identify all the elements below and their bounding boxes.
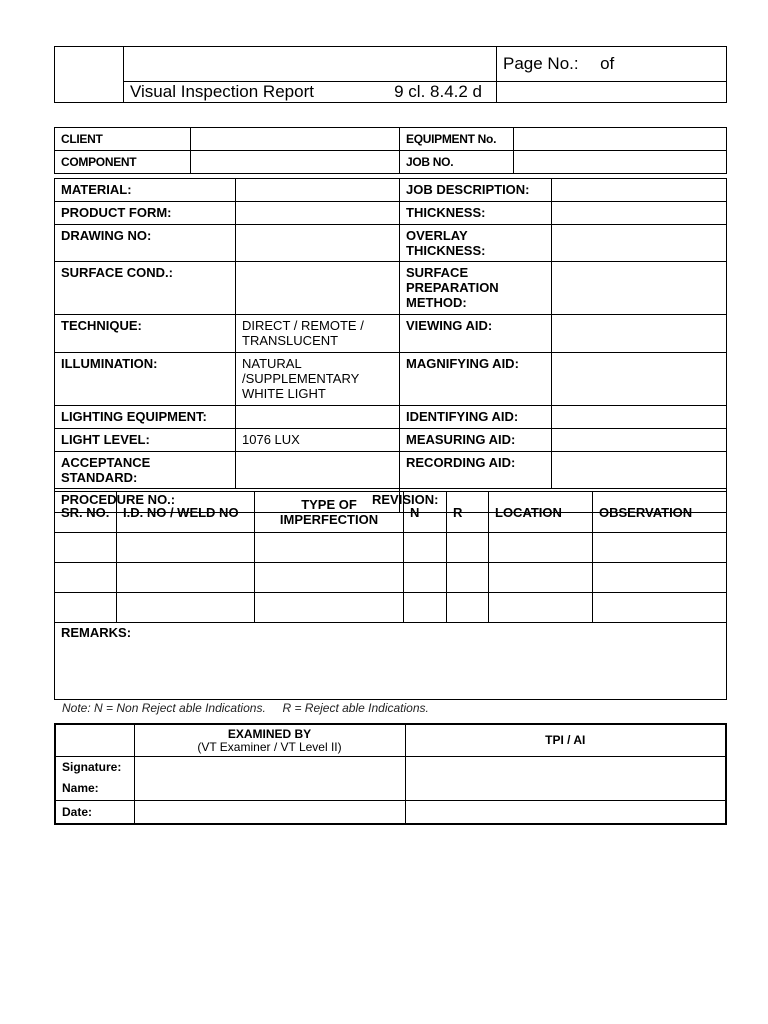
header-blank-cell-2 — [497, 82, 727, 103]
illumination-label: ILLUMINATION: — [55, 353, 236, 406]
equipment-no-field[interactable] — [514, 128, 727, 151]
recording-aid-label: RECORDING AID: — [400, 452, 552, 489]
page-number-cell — [497, 47, 727, 82]
drawing-no-label: DRAWING NO: — [55, 225, 236, 262]
column-header: I.D. NO / WELD NO — [117, 492, 255, 533]
surface-preparation-field[interactable] — [552, 262, 727, 315]
table-cell[interactable] — [447, 533, 489, 563]
viewing-aid-label: VIEWING AID: — [400, 315, 552, 353]
table-cell[interactable] — [255, 563, 404, 593]
surface-cond-field[interactable] — [236, 262, 400, 315]
revision-label: REVISION: — [372, 492, 439, 507]
table-cell[interactable] — [593, 563, 727, 593]
header-blank-cell — [124, 47, 497, 82]
tpi-date-field[interactable] — [405, 800, 726, 824]
name-label: Name: — [62, 780, 99, 795]
remarks-label[interactable]: REMARKS: — [55, 623, 727, 700]
table-cell[interactable] — [489, 593, 593, 623]
product-form-field[interactable] — [236, 202, 400, 225]
column-header: N — [404, 492, 447, 533]
material-label: MATERIAL: — [55, 179, 236, 202]
table-cell[interactable] — [117, 533, 255, 563]
observation-header-row — [55, 492, 727, 533]
table-cell[interactable] — [447, 593, 489, 623]
examiner-date-field[interactable] — [134, 800, 405, 824]
table-cell[interactable] — [489, 563, 593, 593]
column-header: TYPE OF IMPERFECTION — [255, 492, 404, 533]
drawing-no-field[interactable] — [236, 225, 400, 262]
technique-label: TECHNIQUE: — [55, 315, 236, 353]
examined-by-sublabel: (VT Examiner / VT Level II) — [197, 739, 342, 754]
table-cell[interactable] — [55, 533, 117, 563]
table-row — [55, 593, 727, 623]
table-cell[interactable] — [593, 533, 727, 563]
overlay-thickness-label: OVERLAY THICKNESS: — [400, 225, 552, 262]
legend-note: Note: N = Non Reject able Indications. R = Reject able Indications. — [62, 701, 429, 715]
equipment-no-label: EQUIPMENT No. — [400, 128, 514, 151]
table-cell[interactable] — [255, 593, 404, 623]
acceptance-standard-label: ACCEPTANCE STANDARD: — [55, 452, 236, 489]
measuring-aid-field[interactable] — [552, 429, 727, 452]
job-description-field[interactable] — [552, 179, 727, 202]
signature-name-labels — [55, 756, 134, 800]
overlay-thickness-field[interactable] — [552, 225, 727, 262]
table-cell[interactable] — [117, 563, 255, 593]
signature-corner-cell — [55, 724, 134, 756]
column-header: LOCATION — [489, 492, 593, 533]
signature-label: Signature: — [62, 759, 122, 774]
job-description-label: JOB DESCRIPTION: — [400, 179, 552, 202]
light-level-label: LIGHT LEVEL: — [55, 429, 236, 452]
examined-by-label: EXAMINED BY — [227, 726, 312, 741]
surface-preparation-label: SURFACE PREPARATION METHOD: — [400, 262, 552, 315]
tpi-signature-field[interactable] — [405, 756, 726, 800]
column-header: OBSERVATION — [593, 492, 727, 533]
viewing-aid-field[interactable] — [552, 315, 727, 353]
clause-reference: 9 cl. 8.4.2 d — [394, 82, 482, 101]
component-label: COMPONENT — [55, 151, 191, 174]
client-label: CLIENT — [55, 128, 191, 151]
logo-cell — [55, 47, 124, 103]
report-header — [54, 46, 727, 103]
table-cell[interactable] — [55, 593, 117, 623]
observation-table — [54, 491, 727, 700]
report-title-cell — [124, 82, 497, 103]
table-cell[interactable] — [55, 563, 117, 593]
recording-aid-field[interactable] — [552, 452, 727, 489]
surface-cond-label: SURFACE COND.: — [55, 262, 236, 315]
magnifying-aid-label: MAGNIFYING AID: — [400, 353, 552, 406]
table-cell[interactable] — [447, 563, 489, 593]
table-cell[interactable] — [404, 593, 447, 623]
illumination-value: NATURAL /SUPPLEMENTARY WHITE LIGHT — [236, 353, 400, 406]
acceptance-standard-field[interactable] — [236, 452, 400, 489]
table-cell[interactable] — [255, 533, 404, 563]
page-label: Page No.: — [503, 54, 579, 73]
tpi-header: TPI / AI — [405, 724, 726, 756]
column-header: R — [447, 492, 489, 533]
client-field[interactable] — [191, 128, 400, 151]
identifying-aid-label: IDENTIFYING AID: — [400, 406, 552, 429]
remarks-row — [55, 623, 727, 700]
lighting-equipment-field[interactable] — [236, 406, 400, 429]
page-of-label: of — [600, 54, 615, 73]
material-field[interactable] — [236, 179, 400, 202]
light-level-value: 1076 LUX — [236, 429, 400, 452]
column-header: SR. NO. — [55, 492, 117, 533]
signature-table — [54, 723, 727, 825]
lighting-equipment-label: LIGHTING EQUIPMENT: — [55, 406, 236, 429]
table-cell[interactable] — [404, 533, 447, 563]
identifying-aid-field[interactable] — [552, 406, 727, 429]
client-block — [54, 127, 727, 174]
job-no-label: JOB NO. — [400, 151, 514, 174]
table-cell[interactable] — [489, 533, 593, 563]
inspection-details — [54, 178, 727, 513]
examiner-signature-field[interactable] — [134, 756, 405, 800]
table-row — [55, 563, 727, 593]
table-cell[interactable] — [404, 563, 447, 593]
thickness-label: THICKNESS: — [400, 202, 552, 225]
examined-by-header — [134, 724, 405, 756]
product-form-label: PRODUCT FORM: — [55, 202, 236, 225]
component-field[interactable] — [191, 151, 400, 174]
technique-value: DIRECT / REMOTE / TRANSLUCENT — [236, 315, 400, 353]
magnifying-aid-field[interactable] — [552, 353, 727, 406]
table-cell[interactable] — [117, 593, 255, 623]
table-row — [55, 533, 727, 563]
thickness-field[interactable] — [552, 202, 727, 225]
job-no-field[interactable] — [514, 151, 727, 174]
table-cell[interactable] — [593, 593, 727, 623]
measuring-aid-label: MEASURING AID: — [400, 429, 552, 452]
date-label: Date: — [55, 800, 134, 824]
report-title: Visual Inspection Report — [130, 82, 314, 101]
procedure-no-label: PROCEDURE NO.: — [55, 489, 400, 513]
